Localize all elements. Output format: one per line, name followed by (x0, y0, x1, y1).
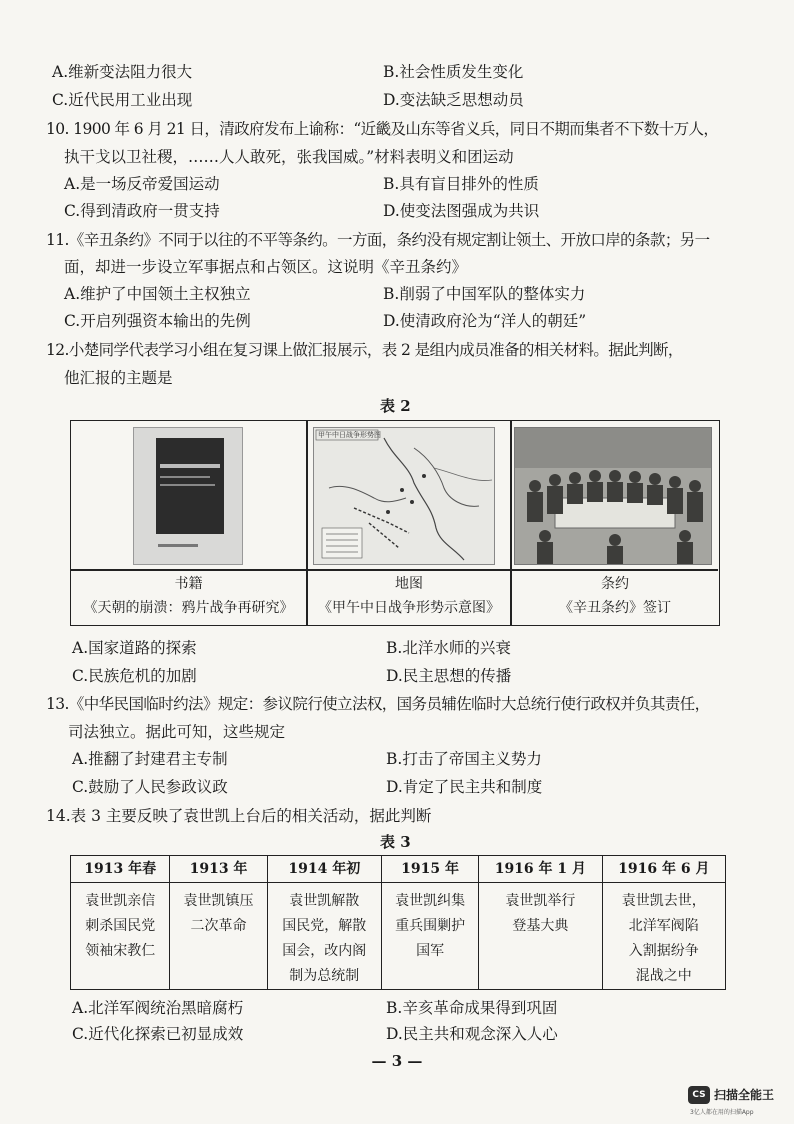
q10-option-a: A.是一场反帝爱国运动 (64, 175, 220, 193)
table2-col-treaty (512, 421, 718, 625)
q14-stem-line1: 14.表 3 主要反映了袁世凯上台后的相关活动，据此判断 (46, 807, 432, 825)
map-heading: 甲午中日战争形势图 (318, 431, 381, 439)
q11-stem-line2: 面，却进一步设立军事据点和占领区。这说明《辛丑条约》 (64, 258, 468, 276)
q12-stem-line1: 12.小楚同学代表学习小组在复习课上做汇报展示，表 2 是组内成员准备的相关材料。据此判断， (46, 341, 683, 359)
table3-header: 1916 年 1 月 (479, 856, 602, 883)
q10-stem-line1: 10. 1900 年 6 月 21 日，清政府发布上谕称：“近畿及山东等省义兵，同日不期而集者不下数十万人， (46, 120, 719, 138)
q12-option-d: D.民主思想的传播 (386, 667, 512, 685)
treaty-signing-photo (514, 427, 712, 565)
table3 (70, 855, 726, 990)
table3-header: 1914 年初 (267, 856, 381, 883)
q12-stem-line2: 他汇报的主题是 (64, 369, 173, 387)
table3-header-row (71, 856, 726, 883)
table3-cell: 袁世凯镇压 二次革命 (170, 883, 267, 990)
table3-header: 1915 年 (382, 856, 479, 883)
page-number: — 3 — (371, 1052, 423, 1070)
scanner-logo-icon: CS (688, 1086, 710, 1104)
table3-body-row (71, 883, 726, 990)
table2-col3-desc: 《辛丑条约》签订 (559, 600, 671, 616)
table2-col2-title: 地图 (395, 576, 423, 592)
table3-cell: 袁世凯举行 登基大典 (479, 883, 602, 990)
table3-cell: 袁世凯纠集 重兵围剿护 国军 (382, 883, 479, 990)
q14-option-d: D.民主共和观念深入人心 (386, 1025, 558, 1043)
q9-option-d: D.变法缺乏思想动员 (383, 91, 524, 109)
table2-col2-desc: 《甲午中日战争形势示意图》 (318, 600, 500, 616)
q14-option-c: C.近代化探索已初显成效 (72, 1025, 244, 1043)
scanner-app-tagline: 3亿人都在用的扫描App (690, 1109, 754, 1116)
table3-caption: 表 3 (380, 833, 411, 851)
table2-col3-title: 条约 (601, 576, 629, 592)
table3-cell: 袁世凯去世， 北洋军阀陷 入割据纷争 混战之中 (602, 883, 725, 990)
q11-option-b: B.削弱了中国军队的整体实力 (383, 285, 586, 303)
q10-stem-line2: 执干戈以卫社稷，……人人敢死，张我国威。”材料表明义和团运动 (64, 148, 514, 166)
q12-option-c: C.民族危机的加剧 (72, 667, 197, 685)
war-map-image (313, 427, 495, 565)
q9-option-b: B.社会性质发生变化 (383, 63, 524, 81)
q13-option-d: D.肯定了民主共和制度 (386, 778, 543, 796)
q11-stem-line1: 11.《辛丑条约》不同于以往的不平等条约。一方面，条约没有规定割让领土、开放口岸的条款；另一 (46, 231, 710, 249)
q13-stem-line2: 司法独立。据此可知，这些规定 (68, 723, 286, 741)
q10-option-c: C.得到清政府一贯支持 (64, 202, 220, 220)
q12-option-b: B.北洋水师的兴衰 (386, 639, 511, 657)
q10-option-b: B.具有盲目排外的性质 (383, 175, 539, 193)
q9-option-a: A.维新变法阻力很大 (52, 63, 193, 81)
table2-col1-desc: 《天朝的崩溃：鸦片战争再研究》 (83, 600, 294, 616)
scanner-app-name: 扫描全能王 (714, 1088, 775, 1102)
q13-option-a: A.推翻了封建君主专制 (72, 750, 228, 768)
q13-option-b: B.打击了帝国主义势力 (386, 750, 542, 768)
table2-col1-title: 书籍 (174, 576, 203, 592)
q11-option-c: C.开启列强资本输出的先例 (64, 312, 251, 330)
q14-option-b: B.辛亥革命成果得到巩固 (386, 999, 558, 1017)
table3-header: 1913 年春 (71, 856, 170, 883)
scanner-watermark (688, 1086, 788, 1116)
table3-cell: 袁世凯解散 国民党，解散 国会，改内阁 制为总统制 (267, 883, 381, 990)
q11-option-a: A.维护了中国领土主权独立 (64, 285, 251, 303)
table2-caption: 表 2 (380, 397, 411, 415)
table2-col-book (71, 421, 306, 625)
q10-option-d: D.使变法图强成为共识 (383, 202, 540, 220)
q13-option-c: C.鼓励了人民参政议政 (72, 778, 228, 796)
q11-option-d: D.使清政府沦为“洋人的朝廷” (383, 312, 587, 330)
q12-option-a: A.国家道路的探索 (72, 639, 197, 657)
table2 (70, 420, 720, 626)
q9-option-c: C.近代民用工业出现 (52, 91, 193, 109)
table2-col-map (308, 421, 510, 625)
book-cover-image (133, 427, 243, 565)
q14-option-a: A.北洋军阀统治黑暗腐朽 (72, 999, 244, 1017)
table3-cell: 袁世凯亲信 刺杀国民党 领袖宋教仁 (71, 883, 170, 990)
table3-header: 1913 年 (170, 856, 267, 883)
table3-header: 1916 年 6 月 (602, 856, 725, 883)
q13-stem-line1: 13.《中华民国临时约法》规定：参议院行使立法权，国务员辅佐临时大总统行使行政权并负其责任， (46, 695, 710, 713)
